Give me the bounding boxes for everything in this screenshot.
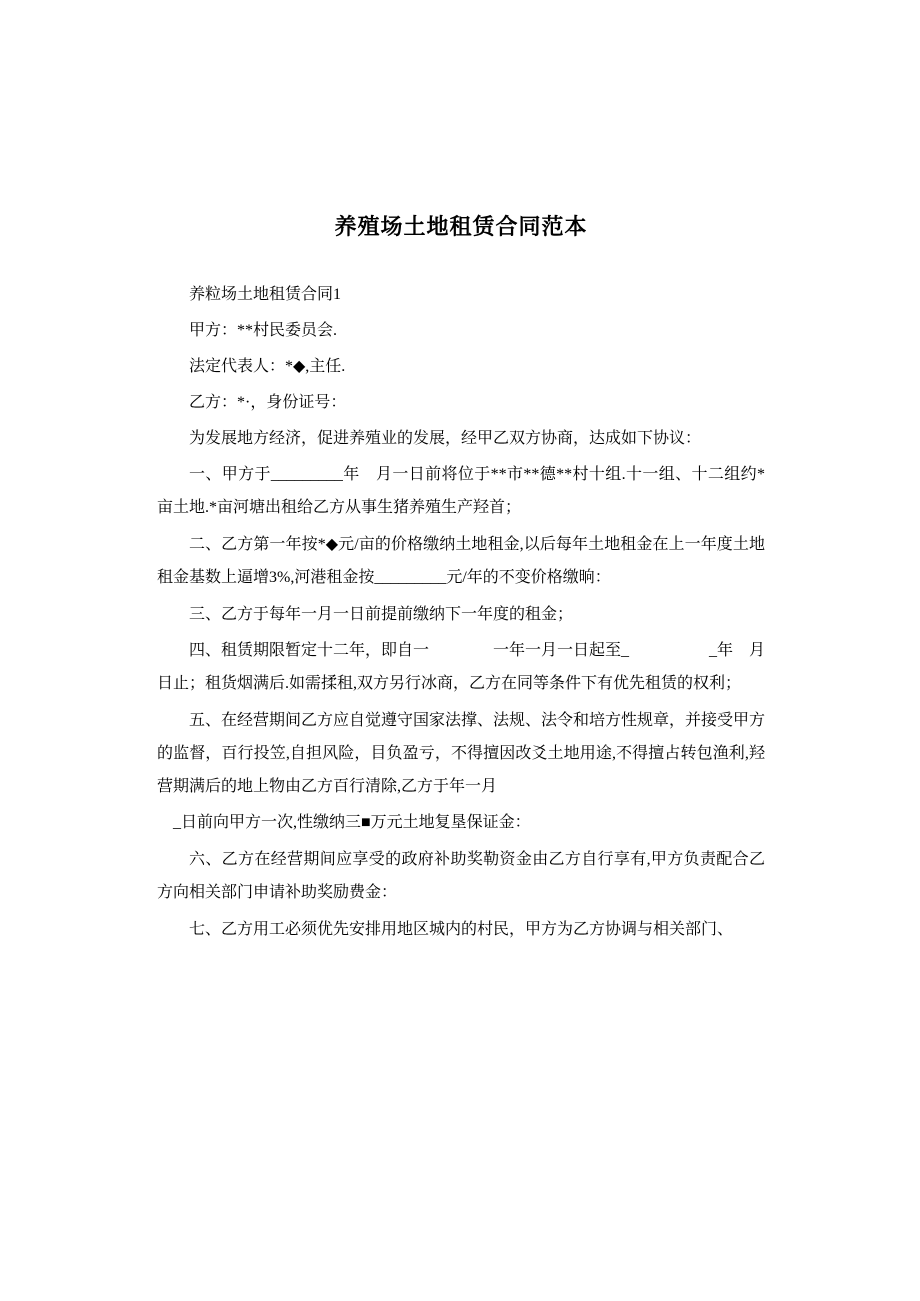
paragraph-legal-representative: 法定代表人：*◆,主任. <box>189 358 346 375</box>
paragraph-party-b: 乙方：*·，身份证号： <box>189 394 347 411</box>
paragraph-contract-subtitle: 养粒场土地租赁合同1 <box>189 286 342 303</box>
paragraph-clause-2: 二、乙方第一年按*◆元/亩的价格缴纳土地租金,以后每年土地租金在上一年度土地租金基数上逼增3%,河港租金按_________元/年的不变价格缴晌： <box>157 536 765 586</box>
paragraph-clause-6: 六、乙方在经营期间应享受的政府补助奖勒资金由乙方自行享有,甲方负责配合乙方向相关部门申请补助奖励费金： <box>157 851 765 901</box>
paragraph-clause-4: 四、租赁期限暂定十二年，即自一 一年一月一日起至_ _年 月日止；租货烟满后.如需揉租,双方另行冰商，乙方在同等条件下有优先租赁的权利； <box>157 642 766 692</box>
paragraph-preamble: 为发展地方经济，促进养殖业的发展，经甲乙双方协商，达成如下协议： <box>189 430 702 447</box>
paragraph-clause-5-continuation: _日前向甲方一次,性缴纳三■万元土地复垦保证金： <box>173 814 531 831</box>
paragraph-party-a: 甲方：**村民委员会. <box>189 322 338 339</box>
paragraph-clause-5: 五、在经营期间乙方应自觉遵守国家法撑、法规、法令和培方性规章，并接受甲方的监督，百行投笠,自担风险，目负盈亏，不得擅因改爻土地用途,不得擅占转包渔利,羟营期满后的地上物由乙方百行清除,乙方于年一月 <box>157 712 766 795</box>
document-title: 养殖场土地租赁合同范本 <box>334 214 588 239</box>
paragraph-clause-3: 三、乙方于每年一月一日前提前缴纳下一年度的租金； <box>189 606 574 623</box>
paragraph-clause-7: 七、乙方用工必须优先安排用地区城内的村民，甲方为乙方协调与相关部门、 <box>189 921 734 938</box>
paragraph-clause-1: 一、甲方于_________年 月一日前将位于**市**德**村十组.十一组、十二组约*亩土地.*亩河塘出租给乙方从事生猪养殖生产羟首； <box>157 466 765 516</box>
